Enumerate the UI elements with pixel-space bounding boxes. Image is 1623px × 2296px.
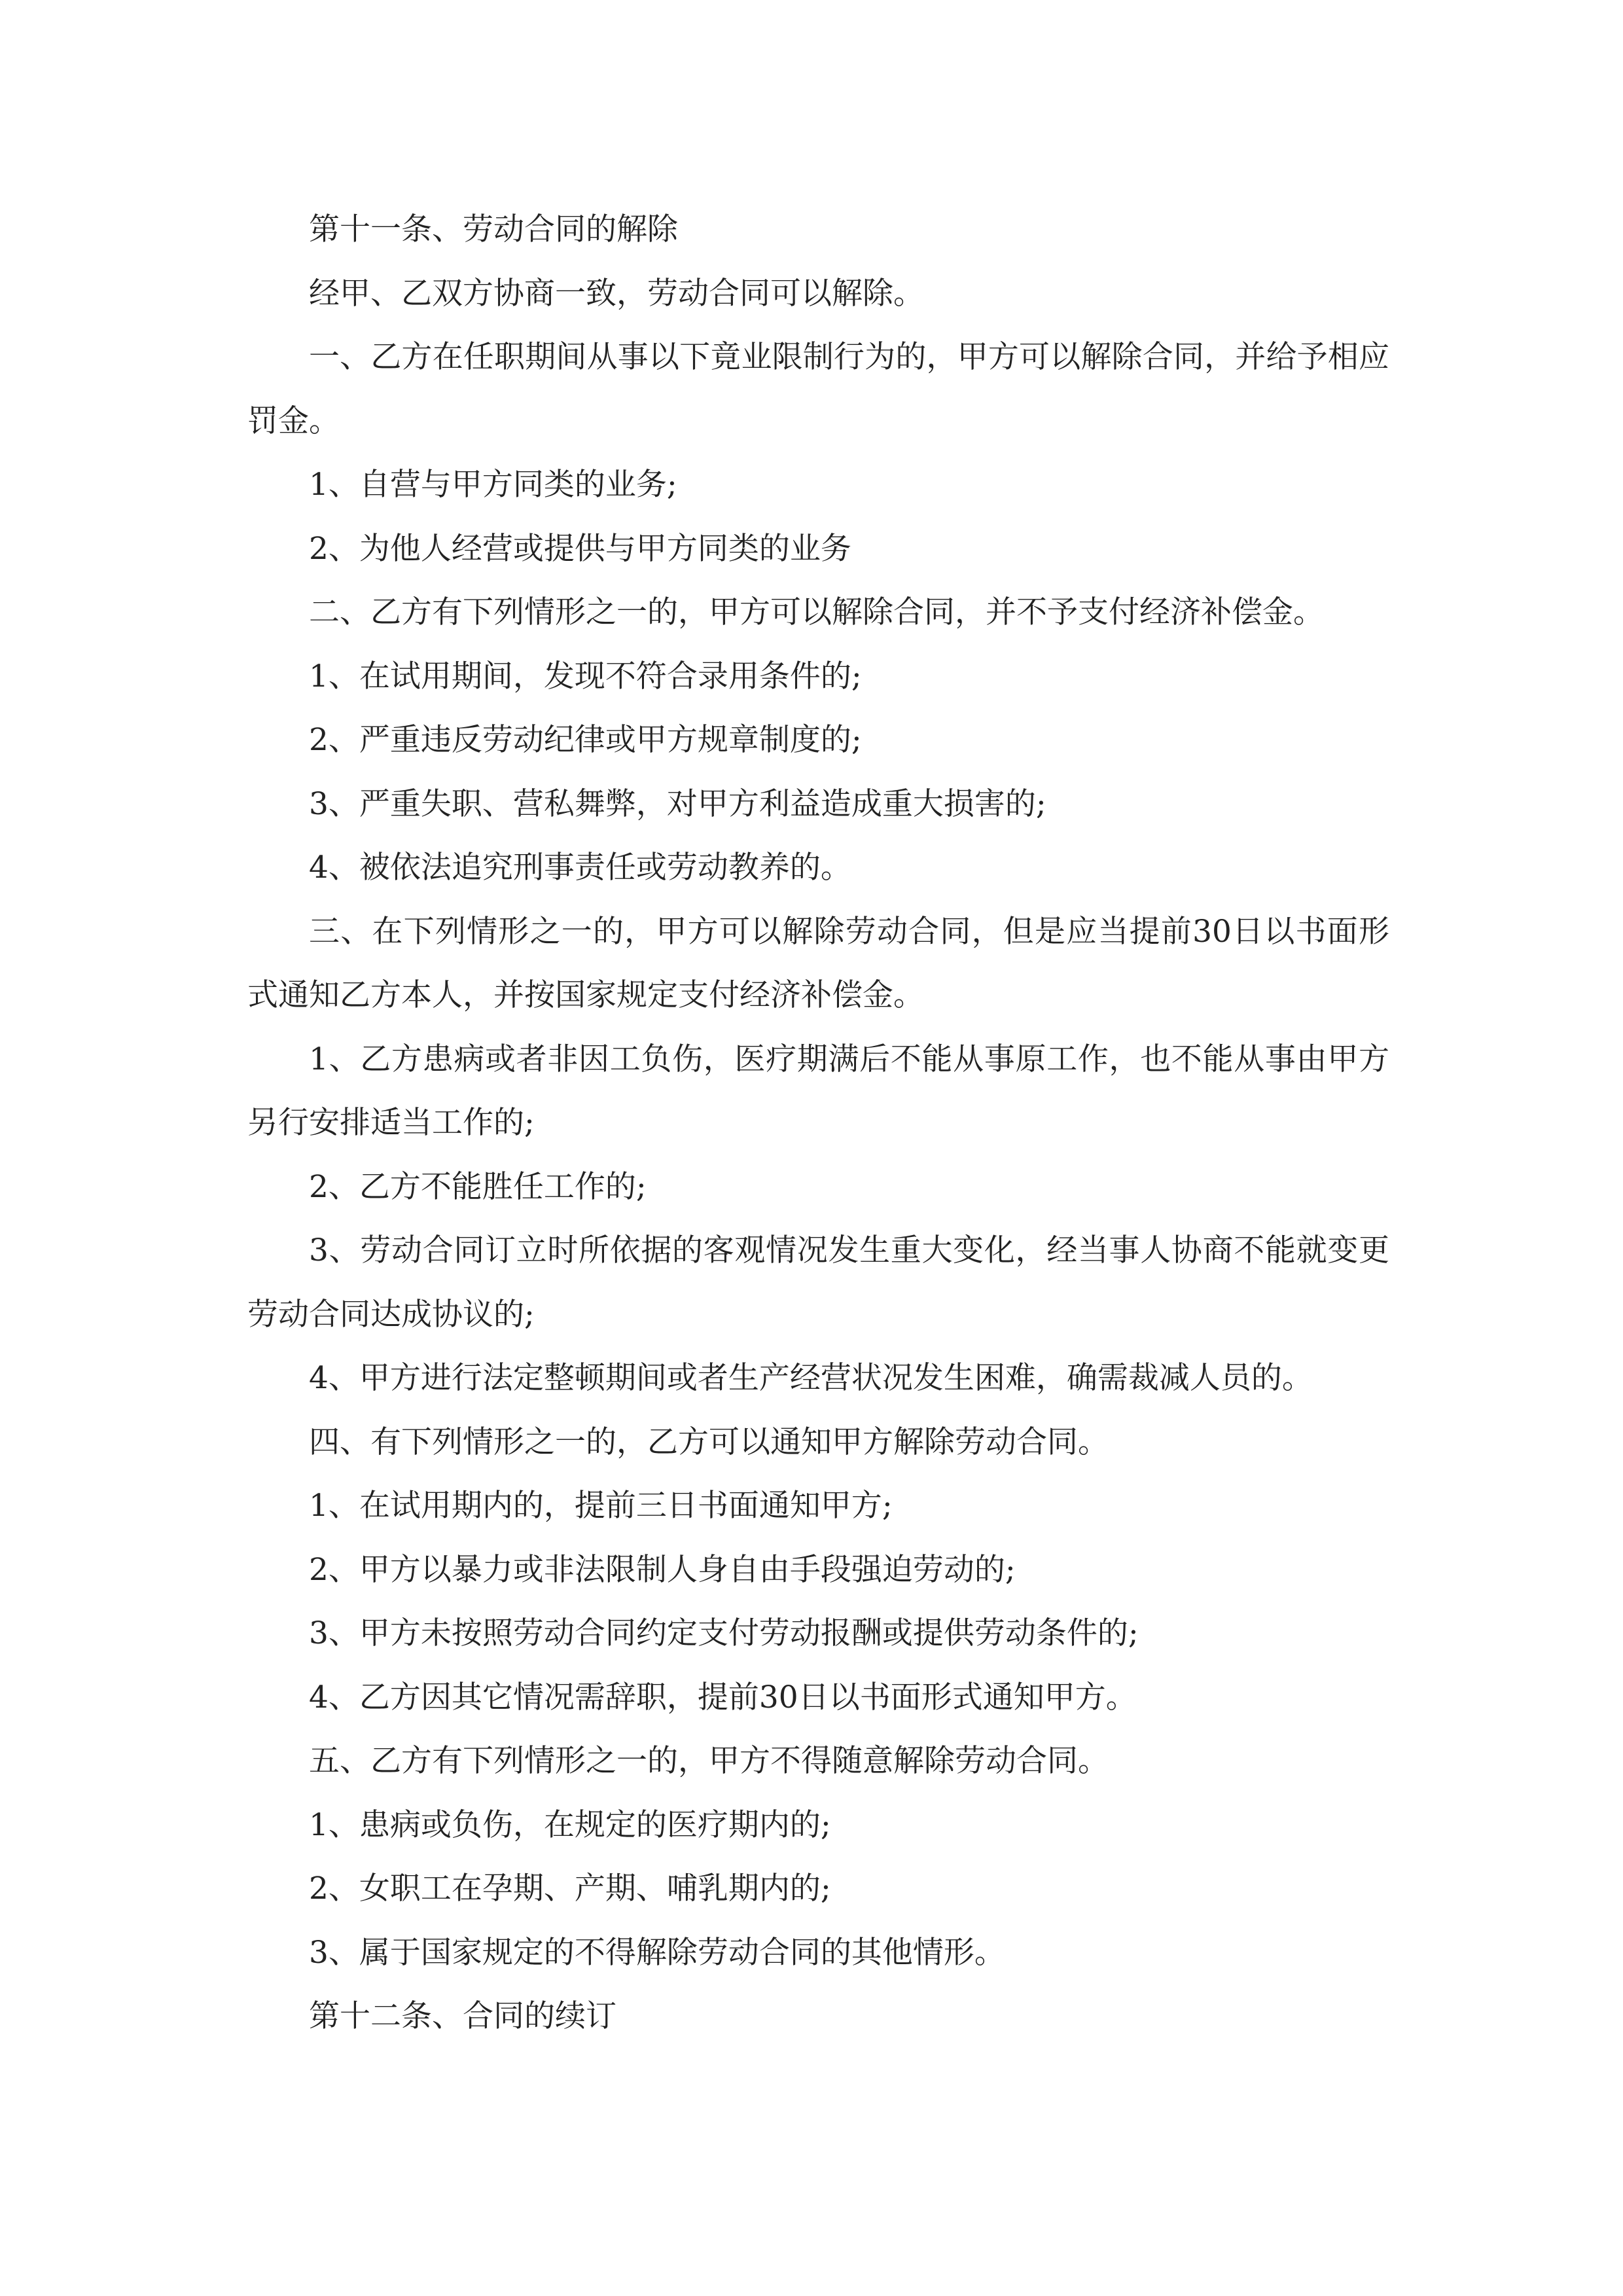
- list-item: 2、甲方以暴力或非法限制人身自由手段强迫劳动的;: [309, 1551, 1016, 1588]
- list-item: 2、乙方不能胜任工作的;: [309, 1168, 647, 1205]
- list-item: 1、乙方患病或者非因工负伤，医疗期满后不能从事原工作，也不能从事由甲方另行安排适当工作的;: [247, 1041, 1389, 1141]
- list-item: 4、被依法追究刑事责任或劳动教养的。: [309, 850, 851, 886]
- list-item: 3、劳动合同订立时所依据的客观情况发生重大变化，经当事人协商不能就变更劳动合同达成协议的;: [247, 1232, 1389, 1333]
- section-heading: 二、乙方有下列情形之一的，甲方可以解除合同，并不予支付经济补偿金。: [309, 594, 1324, 630]
- section-heading: 四、有下列情形之一的，乙方可以通知甲方解除劳动合同。: [309, 1424, 1109, 1460]
- document-body: [247, 198, 1389, 2049]
- list-item: 3、甲方未按照劳动合同约定支付劳动报酬或提供劳动条件的;: [309, 1615, 1139, 1651]
- list-item: 2、为他人经营或提供与甲方同类的业务: [309, 530, 851, 567]
- section-heading: 五、乙方有下列情形之一的，甲方不得随意解除劳动合同。: [309, 1743, 1109, 1779]
- paragraph: 经甲、乙双方协商一致，劳动合同可以解除。: [309, 275, 924, 312]
- section-heading: 三、在下列情形之一的，甲方可以解除劳动合同，但是应当提前30日以书面形式通知乙方本人，并按国家规定支付经济补偿金。: [247, 913, 1389, 1013]
- list-item: 3、严重失职、营私舞弊，对甲方利益造成重大损害的;: [309, 785, 1046, 822]
- section-heading: 一、乙方在任职期间从事以下竟业限制行为的，甲方可以解除合同，并给予相应罚金。: [247, 339, 1389, 439]
- list-item: 1、在试用期内的，提前三日书面通知甲方;: [309, 1488, 893, 1524]
- article-heading: 第十二条、合同的续订: [309, 1998, 616, 2034]
- list-item: 4、乙方因其它情况需辞职，提前30日以书面形式通知甲方。: [309, 1679, 1137, 1715]
- list-item: 1、患病或负伤，在规定的医疗期内的;: [309, 1806, 831, 1843]
- list-item: 2、女职工在孕期、产期、哺乳期内的;: [309, 1871, 831, 1907]
- list-item: 1、在试用期间，发现不符合录用条件的;: [309, 658, 862, 694]
- list-item: 2、严重违反劳动纪律或甲方规章制度的;: [309, 722, 862, 758]
- list-item: 3、属于国家规定的不得解除劳动合同的其他情形。: [309, 1934, 1005, 1971]
- list-item: 4、甲方进行法定整顿期间或者生产经营状况发生困难，确需裁减人员的。: [309, 1360, 1313, 1396]
- article-heading: 第十一条、劳动合同的解除: [309, 211, 678, 247]
- list-item: 1、自营与甲方同类的业务;: [309, 467, 677, 503]
